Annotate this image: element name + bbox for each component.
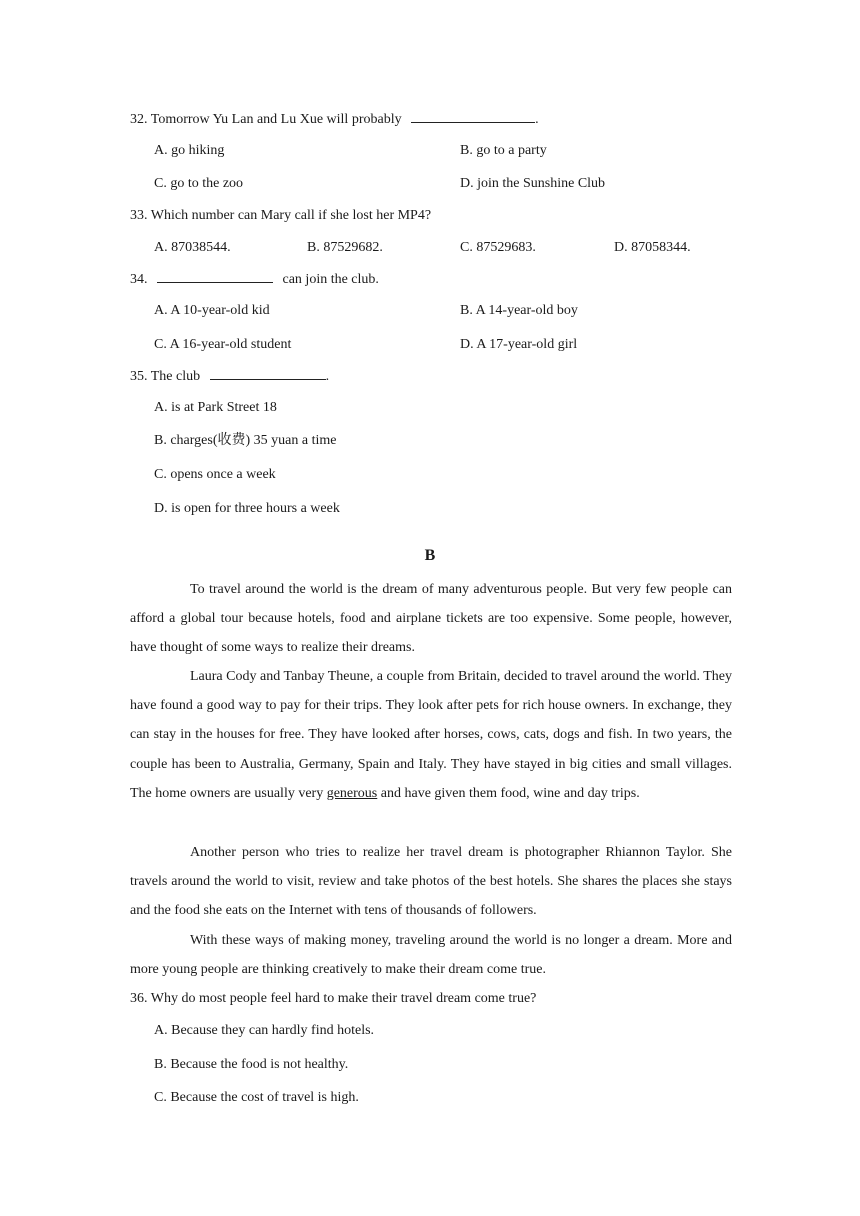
question-34-number: 34. [130,272,148,287]
paragraph-2-text: Laura Cody and Tanbay Theune, a couple from Britain, decided to travel around the world. They have found a good way to pay for their trips. They look after pets for rich house owners. In exchange, they can stay in the houses for free. They have looked after horses, cows, cats, dogs and fish. In two years, the couple has been to Australia, Germany, Spain and Italy. They have stayed in big cities and small villages. The home owners are usually very [130,669,732,801]
option-35-b: B. charges(收费) 35 yuan a time [154,433,337,448]
question-35-stem: 35. The club [130,369,201,384]
question-32 [130,110,539,129]
passage-paragraph-1: To travel around the world is the dream of many adventurous people. But very few people can afford a global tour because hotels, food and airplane tickets are too expensive. Some people, however, have thought of some ways to realize their dreams. [130,582,732,656]
option-34-b: B. A 14-year-old boy [460,303,578,318]
option-32-c: C. go to the zoo [154,176,244,191]
option-33-c: C. 87529683. [460,240,536,255]
underlined-word: generous [326,785,378,801]
option-34-d: D. A 17-year-old girl [460,337,578,352]
paragraph-2-end: and have given them food, wine and day trips. [380,785,640,801]
passage-paragraph-2 [130,662,732,808]
question-34 [130,270,379,289]
option-36-a: A. Because they can hardly find hotels. [154,1023,375,1038]
option-32-a: A. go hiking [154,143,225,158]
option-33-b: B. 87529682. [307,240,383,255]
answer-blank [411,110,535,123]
question-34-stem: can join the club. [282,272,379,287]
question-36: 36. Why do most people feel hard to make their travel dream come true? [130,991,537,1006]
option-33-a: A. 87038544. [154,240,231,255]
option-36-b: B. Because the food is not healthy. [154,1057,349,1072]
answer-blank [210,367,326,380]
option-32-b: B. go to a party [460,143,547,158]
question-32-end: . [535,112,539,127]
option-36-c: C. Because the cost of travel is high. [154,1090,359,1105]
passage-paragraph-3: Another person who tries to realize her travel dream is photographer Rhiannon Taylor. She travels around the world to visit, review and take photos of the best hotels. She shares the places she stays and the food she eats on the Internet with tens of thousands of followers. [130,845,732,919]
question-35 [130,367,329,386]
option-35-d: D. is open for three hours a week [154,501,340,516]
question-32-stem: 32. Tomorrow Yu Lan and Lu Xue will probably [130,112,402,127]
option-35-a: A. is at Park Street 18 [154,400,277,415]
option-34-a: A. A 10-year-old kid [154,303,270,318]
question-33: 33. Which number can Mary call if she lost her MP4? [130,208,432,223]
question-35-end: . [325,369,330,384]
option-34-c: C. A 16-year-old student [154,337,292,352]
answer-blank [157,270,273,283]
passage-paragraph-4: With these ways of making money, traveling around the world is no longer a dream. More and more young people are thinking creatively to make their dream come true. [130,933,732,978]
option-32-d: D. join the Sunshine Club [460,176,606,191]
option-35-c: C. opens once a week [154,467,276,482]
section-heading: B [424,547,436,564]
option-33-d: D. 87058344. [614,240,691,255]
